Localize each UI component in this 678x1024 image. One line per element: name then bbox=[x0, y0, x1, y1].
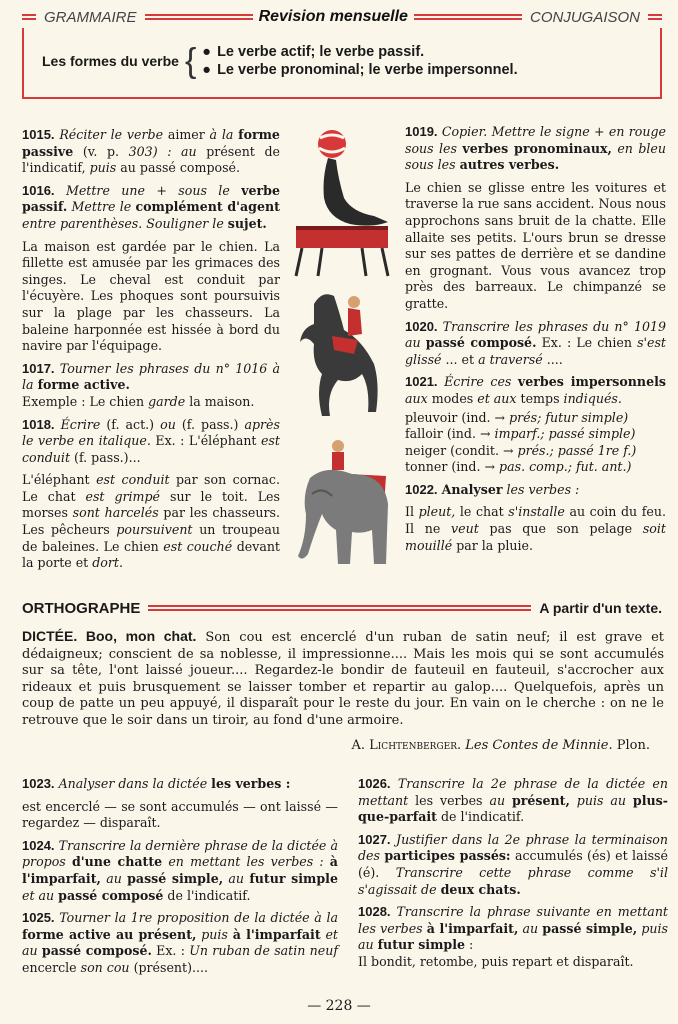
exercise-1018: 1018. Écrire (f. act.) ou (f. pass.) après le verbe en italique. Ex. : L'éléphant est conduit (f. pass.)... bbox=[22, 416, 280, 465]
divider bbox=[648, 14, 662, 20]
table-row: falloir (ind. → imparf.; passé simple) bbox=[405, 426, 636, 442]
exercise-1028: 1028. Transcrire la phrase suivante en mettant les verbes à l'imparfait, au passé simple, puis au futur simple : Il bondit, retombe, puis repart et disparaît. bbox=[358, 904, 668, 969]
exercise-1018-text: L'éléphant est conduit par son cornac. Le chat est grimpé sur le toit. Les morses sont harcelés par les chasseurs. Les pêcheurs poursuivent un troupeau de baleines. Le chien est couché devant la porte et dort. bbox=[22, 472, 280, 571]
divider bbox=[145, 14, 253, 20]
bottom-left-column bbox=[22, 776, 338, 983]
exercise-1017: 1017. Tourner les phrases du n° 1016 à la forme active. Exemple : Le chien garde la maison. bbox=[22, 360, 280, 409]
exercise-1022: 1022. Analyser les verbes : bbox=[405, 481, 580, 497]
header-topic: Les formes du verbe bbox=[42, 53, 179, 69]
dictee-text: Son cou est encerclé d'un ruban de satin neuf; il est grave et dédaigneux; conscient de sa noblesse, il impressionne.... Mais les mois qui se sont accumulés sur sa tête, l'ont laissé joueur.... Regardez-le bondir de fauteuil en fauteuil, s'accrocher aux rideaux et puis brusquement se laisser tomber et repartir au galop.... Quelquefois, après un coup de patte un peu appuyé, il disparaît pour le reste du jour. En vain on le cherche : on ne le retrouve que le soir dans un tiroir, au fond d'une armoire. bbox=[22, 630, 664, 728]
exercise-1020: 1020. Transcrire les phrases du n° 1019 au passé composé. Ex. : Le chien s'est glissé ... et a traversé .... bbox=[405, 318, 666, 367]
header-bullet: ● Le verbe actif; le verbe passif. bbox=[202, 44, 425, 60]
brace-icon: { bbox=[184, 42, 197, 80]
exercise-1025: 1025. Tourner la 1re proposition de la dictée à la forme active au présent, puis à l'imparfait et au passé composé. Ex. : Un ruban de satin neuf encercle son cou (présent).... bbox=[22, 910, 338, 975]
header-left: GRAMMAIRE bbox=[44, 8, 137, 26]
exercise-1022-text: Il pleut, le chat s'installe au coin du feu. Il ne veut pas que son pelage soit mouillé par la pluie. bbox=[405, 504, 666, 553]
dictee-source: A. Lichtenberger. Les Contes de Minnie. Plon. bbox=[351, 738, 650, 753]
right-column bbox=[405, 124, 666, 560]
page-number: — 228 — bbox=[307, 998, 371, 1014]
section-subtitle: A partir d'un texte. bbox=[539, 600, 662, 616]
section-orthographe bbox=[22, 598, 662, 618]
divider bbox=[414, 14, 522, 20]
table-row: tonner (ind. → pas. comp.; fut. ant.) bbox=[405, 459, 632, 475]
header-title-bar bbox=[22, 6, 662, 28]
exercise-1019-text: Le chien se glisse entre les voitures et traverse la rue sans accident. Nous nous approchons sans bruit de la chatte. Elle allaite ses petits. L'ours brun se dresse sur ses pattes de derrière et se dandine en grognant. Vous vous avancez trop près des barreaux. Le chimpanzé se gratte. bbox=[405, 179, 666, 311]
dictee bbox=[22, 628, 664, 730]
exercise-1023: 1023. Analyser dans la dictée les verbes : bbox=[22, 776, 291, 791]
elephant-rider-icon bbox=[292, 434, 392, 572]
exercise-1016-text: La maison est gardée par le chien. La fillette est amusée par les grimaces des singes. Le cheval est conduit par l'écuyère. Les phoques sont poursuivis sur la plage par les chasseurs. La baleine harponnée est hissée à bord du navire par l'équipage. bbox=[22, 238, 280, 354]
divider bbox=[148, 605, 531, 611]
section-title: ORTHOGRAPHE bbox=[22, 599, 141, 617]
header-topic-row bbox=[42, 43, 518, 79]
table-row: pleuvoir (ind. → prés; futur simple) bbox=[405, 409, 629, 425]
header-title: Revision mensuelle bbox=[258, 8, 408, 25]
exercise-1023-text: est encerclé — se sont accumulés — ont laissé — regardez — disparaît. bbox=[22, 798, 338, 831]
header-box bbox=[22, 8, 662, 99]
exercise-1016: 1016. Mettre une + sous le verbe passif. Mettre le complément d'agent entre parenthèses. Souligner le sujet. bbox=[22, 182, 280, 231]
exercise-1015: 1015. Réciter le verbe aimer à la forme passive (v. p. 303) : au présent de l'indicatif, puis au passé composé. bbox=[22, 127, 280, 176]
header-right: CONJUGAISON bbox=[530, 8, 641, 26]
exercise-1021: 1021. Écrire ces verbes impersonnels aux modes et aux temps indiqués. bbox=[405, 374, 666, 406]
exercise-1026: 1026. Transcrire la 2e phrase de la dictée en mettant les verbes au présent, puis au plus-que-parfait de l'indicatif. bbox=[358, 776, 668, 825]
divider bbox=[22, 14, 36, 20]
left-column bbox=[22, 127, 280, 578]
header-bullet: ● Le verbe pronominal; le verbe impersonnel. bbox=[202, 62, 518, 78]
exercise-1024: 1024. Transcrire la dernière phrase de la dictée à propos d'une chatte en mettant les verbes : à l'imparfait, au passé simple, au futur simple et au passé composé de l'indicatif. bbox=[22, 837, 338, 903]
seal-ball-icon bbox=[292, 128, 392, 278]
table-row: neiger (condit. → prés.; passé 1re f.) bbox=[405, 442, 637, 458]
exercise-1027: 1027. Justifier dans la 2e phrase la terminaison des participes passés: accumulés (és) et laissé (é). Transcrire cette phrase comme s'il s'agissait de deux chats. bbox=[358, 831, 668, 897]
bottom-right-column bbox=[358, 776, 668, 977]
conjugation-table bbox=[405, 410, 666, 476]
rearing-horse-rider-icon bbox=[292, 284, 392, 424]
dictee-title: DICTÉE. Boo, mon chat. bbox=[22, 628, 197, 644]
exercise-1019: 1019. Copier. Mettre le signe + en rouge sous les verbes pronominaux, en bleu sous les autres verbes. bbox=[405, 124, 666, 173]
